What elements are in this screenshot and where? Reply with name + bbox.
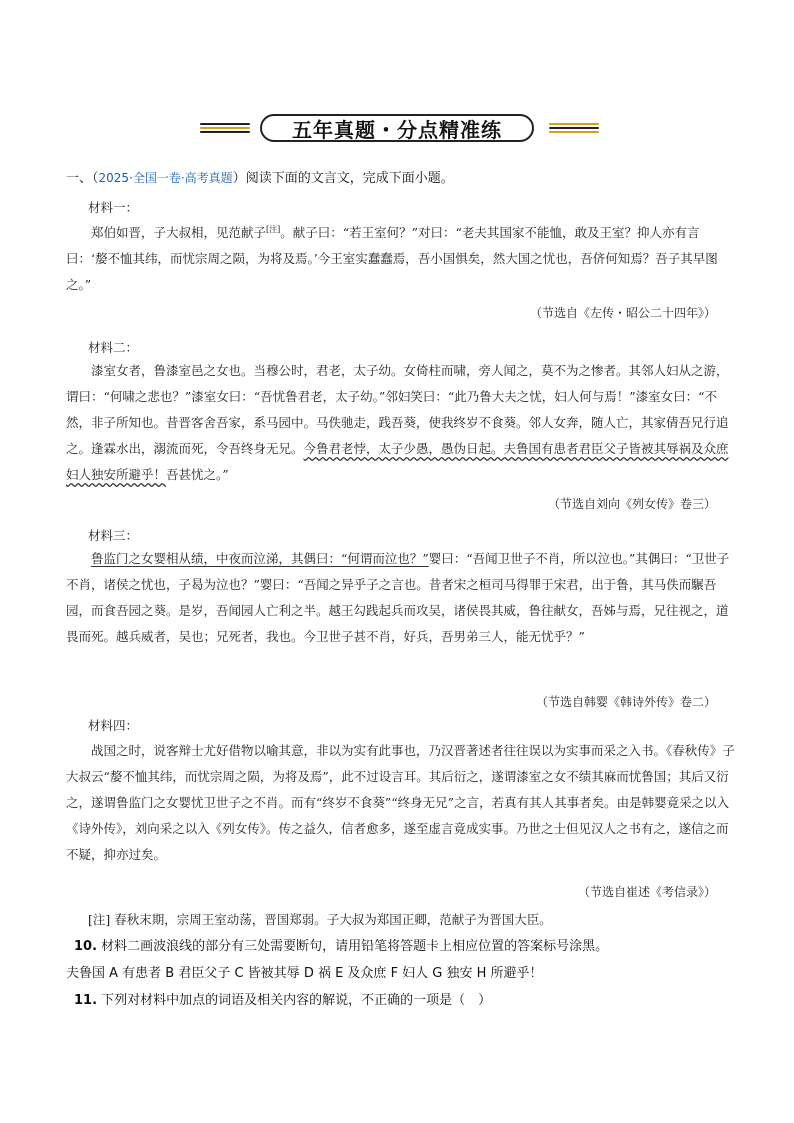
title-banner — [0, 113, 794, 145]
material3-source: （节选自韩婴《韩诗外传》卷二） — [535, 695, 716, 709]
question-instruction: ）阅读下面的文言文，完成下面小题。 — [232, 171, 454, 186]
material4-text: 战国之时，说客辩士尤好借物以喻其意，非以为实有此事也，乃汉晋著述者往往误以为实事而采之入书。《春秋传》子大叔云“嫠不恤其纬，而忧宗周之陨，为将及焉”，此不过设言耳。其后衍之，遂谓漆室之女不绩其麻而忧鲁国；其后又衍之，遂谓鲁监门之女婴忧卫世子之不肖。而有“终岁不食葵”“终身无兄”之言，若真有其人其事者矣。由是韩婴竟采之以入《诗外传》，刘向采之以入《列女传》。传之益久，信者愈多，遂至虚言竟成实事。乃世之士但见汉人之书有之，遂信之而不疑，抑亦过矣。 — [66, 743, 735, 862]
material1-rest: 抑人亦有言曰：‘嫠不恤其纬，而忧宗周之陨，为将及焉。’今王室实蠢蠢焉，吾小国惧矣，然大国之忧也，吾侪何知焉？吾子其早图之。” — [66, 225, 718, 292]
question-10 — [74, 937, 734, 957]
material3-label: 材料三： — [88, 528, 139, 543]
question-10-text: 材料二画波浪线的部分有三处需要断句，请用铅笔将答题卡上相应位置的答案标号涂黑。 — [101, 939, 609, 954]
material1-text — [66, 220, 736, 298]
material1-line1a: 郑伯如晋，子大叔相，见范献子 — [91, 225, 267, 240]
question-header — [66, 168, 736, 189]
material2-tail: 吾甚忧之。” — [166, 467, 229, 482]
question-11 — [74, 991, 734, 1011]
material1-line1b: 。献子曰：“若王室何？”对曰：“老夫其国家不能恤，敢及王室？ — [280, 225, 637, 240]
question-source: 2025·全国一卷·高考真题 — [98, 171, 233, 185]
note-reference: [注] — [266, 224, 281, 234]
material2-label: 材料二： — [88, 340, 139, 355]
material1-source: （节选自《左传・昭公二十四年》） — [529, 306, 716, 320]
question-11-number: 11. — [74, 993, 98, 1008]
material3-body: 婴曰：“吾闻卫世子不肖，所以泣也。”其偶曰：“卫世子不肖，诸侯之忧也，子曷为泣也？”婴曰：“吾闻之异乎子之言也。昔者宋之桓司马得罪于宋君，出于鲁，其马佚而𩥇吾园，而食吾园之葵。是岁，吾闻园人亡利之半。越王勾践起兵而攻吴，诸侯畏其威，鲁往献女，吾姊与焉，兄往视之，道畏而死。越兵威者，吴也；兄死者，我也。今卫世子甚不肖，好兵，吾男弟三人，能无忧乎？” — [66, 551, 730, 644]
footnote: [注] 春秋末期，宗周王室动荡，晋国郑弱。子大叔为郑国正卿，范献子为晋国大臣。 — [88, 912, 552, 927]
material2-text — [66, 358, 736, 488]
question-10-options: 夫鲁国 A 有患者 B 君臣父子 C 皆被其辱 D 祸 E 及众庶 F 妇人 G 独安 H 所避乎！ — [66, 966, 543, 981]
material3-text — [66, 546, 736, 650]
material2-body: 漆室女者，鲁漆室邑之女也。当穆公时，君老，太子幼。女倚柱而啸，旁人闻之，莫不为之惨者。其邻人妇从之游，谓曰：“何啸之悲也？”漆室女曰：“吾忧鲁君老，太子幼。”邻妇笑曰：“此乃鲁大夫之忧，妇人何与焉！”漆室女曰：“不然，非子所知也。昔晋客舍吾家，系马园中。马佚驰走，践吾葵，使我终岁不食葵。邻人女奔，随人亡，其家倩吾兄行追之。逢霖水出，溺流而死，令吾终身无兄。 — [66, 363, 729, 456]
material2-wavy-passage: 今鲁君老悖，太子少愚，愚伪日起。夫鲁国有患者君臣父子皆被其辱祸及众庶妇人独安所避乎！ — [66, 441, 729, 482]
material3-underlined: 鲁监门之女婴相从绩，中夜而泣涕，其偶曰：“何谓而泣也？” — [91, 551, 429, 566]
material4-source: （节选自崔述《考信录》） — [577, 885, 716, 899]
question-10-number: 10. — [74, 939, 98, 954]
question-11-text: 下列对材料中加点的词语及相关内容的解说，不正确的一项是（ ） — [101, 993, 492, 1008]
material4-label: 材料四： — [88, 718, 139, 733]
material1-label: 材料一： — [88, 200, 139, 215]
title-right-decoration — [549, 123, 599, 135]
material2-source: （节选自刘向《列女传》卷三） — [547, 497, 716, 511]
page-title: 五年真题・分点精准练 — [260, 114, 534, 142]
question-prefix: 一、（ — [66, 171, 99, 186]
title-left-decoration — [200, 123, 250, 135]
